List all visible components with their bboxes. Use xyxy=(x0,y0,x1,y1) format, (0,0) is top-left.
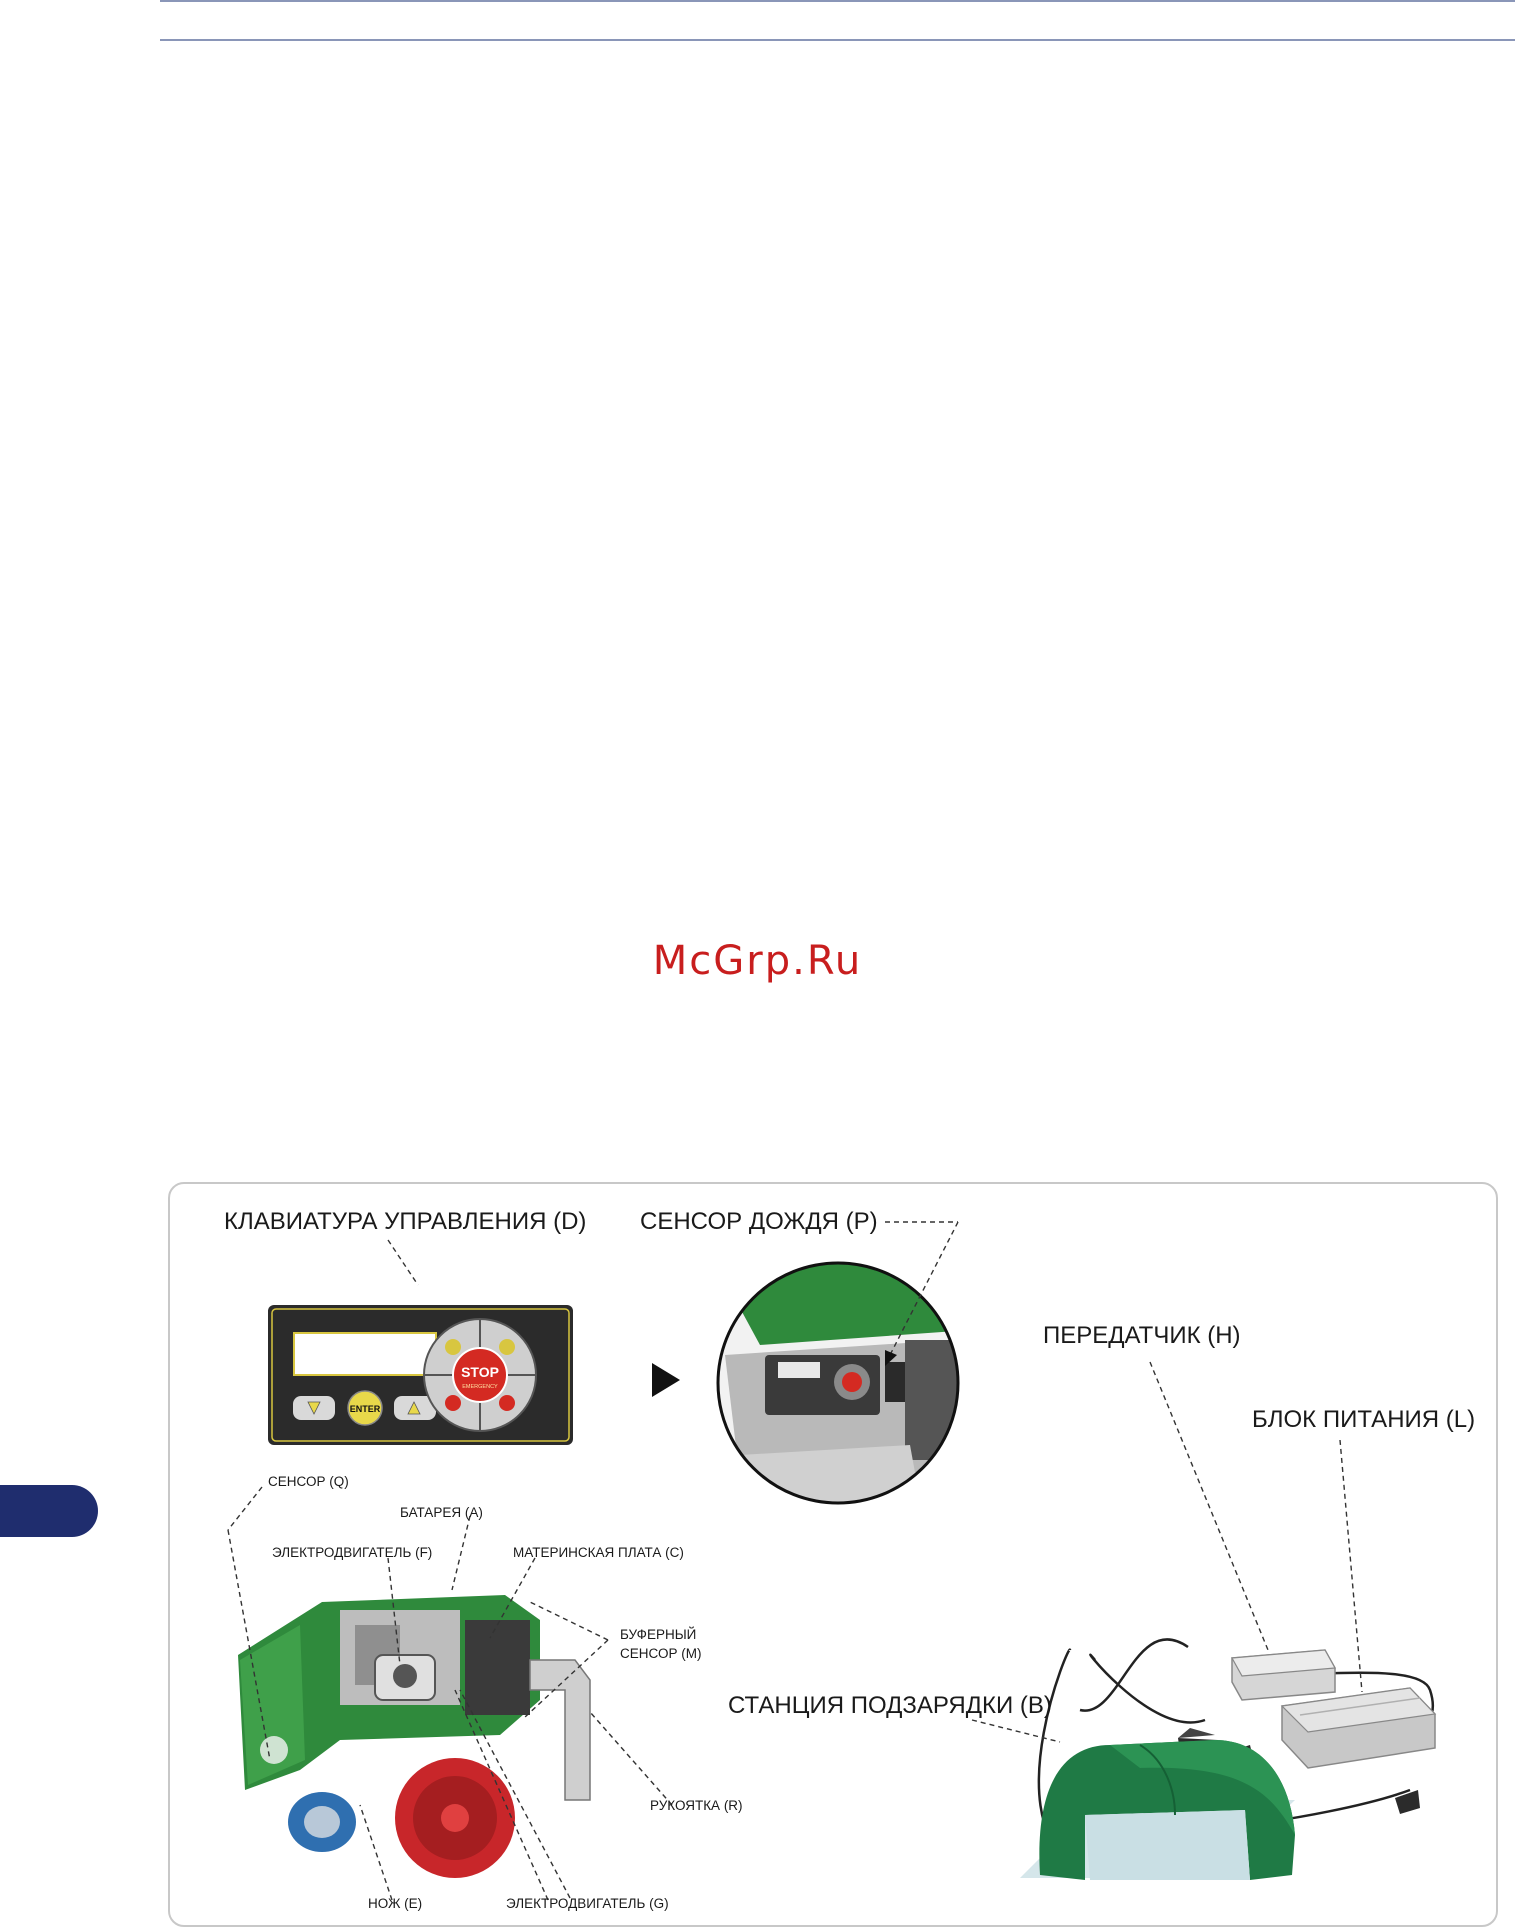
label-battery: БАТАРЕЯ (A) xyxy=(400,1505,483,1520)
arrow-icon xyxy=(652,1363,680,1397)
label-motherboard: МАТЕРИНСКАЯ ПЛАТА (C) xyxy=(513,1545,684,1560)
label-bumper-line1: БУФЕРНЫЙ xyxy=(620,1627,697,1642)
label-sensor-q: СЕНСОР (Q) xyxy=(268,1474,349,1489)
stop-key-label: STOP xyxy=(461,1364,499,1380)
label-power-supply: БЛОК ПИТАНИЯ (L) xyxy=(1252,1406,1476,1433)
label-bumper-line2: СЕНСОР (M) xyxy=(620,1646,702,1661)
label-charging-station: СТАНЦИЯ ПОДЗАРЯДКИ (B) xyxy=(728,1692,1052,1719)
label-keypad: КЛАВИАТУРА УПРАВЛЕНИЯ (D) xyxy=(224,1208,587,1235)
rain-sensor-zoom xyxy=(710,1260,975,1510)
charging-station xyxy=(1020,1740,1295,1880)
label-transmitter: ПЕРЕДАТЧИК (H) xyxy=(1043,1322,1241,1349)
stop-ring xyxy=(424,1319,536,1431)
label-handle: РУКОЯТКА (R) xyxy=(650,1798,743,1813)
label-motor-g: ЭЛЕКТРОДВИГАТЕЛЬ (G) xyxy=(506,1896,669,1911)
robot-mower xyxy=(238,1595,590,1878)
label-rain-sensor: СЕНСОР ДОЖДЯ (P) xyxy=(640,1208,878,1235)
label-motor-f: ЭЛЕКТРОДВИГАТЕЛЬ (F) xyxy=(272,1545,433,1560)
emergency-key-label: EMERGENCY xyxy=(462,1384,498,1390)
label-blade: НОЖ (E) xyxy=(368,1896,423,1911)
watermark: McGrp.Ru xyxy=(652,938,863,984)
control-keypad xyxy=(268,1305,573,1445)
enter-key-label: ENTER xyxy=(349,1404,381,1414)
